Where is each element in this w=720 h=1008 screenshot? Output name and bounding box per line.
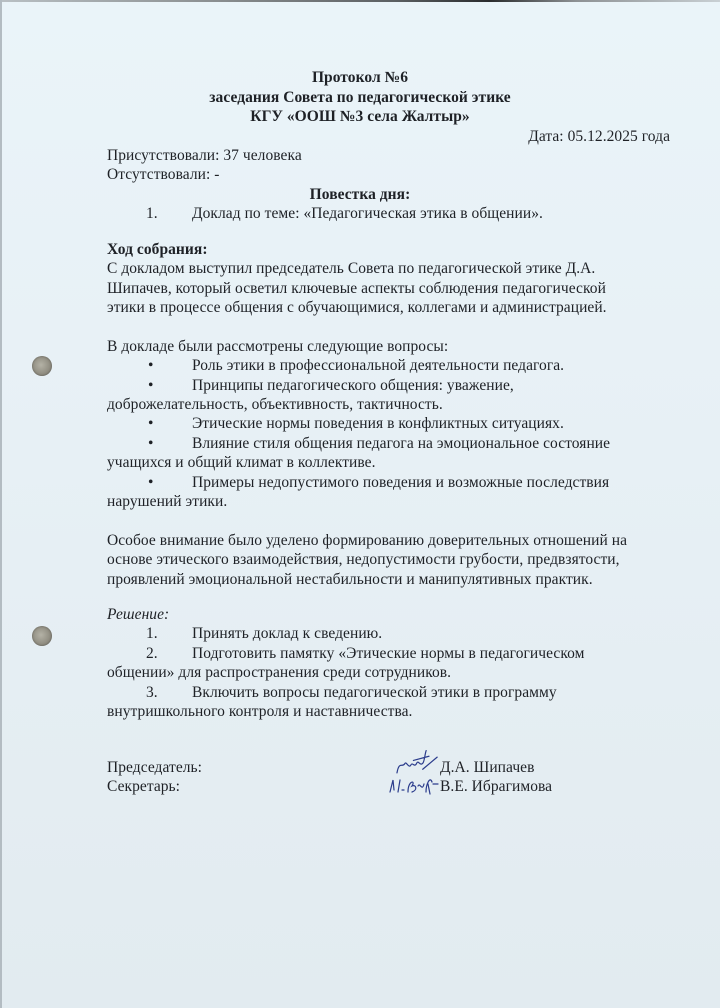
questions-intro: В докладе были рассмотрены следующие вопросы:: [107, 338, 449, 355]
bullet-icon: •: [148, 474, 154, 491]
proceedings-paragraph: С докладом выступил председатель Совета по педагогической этике Д.А.: [107, 260, 596, 277]
decision-item-number: 1.: [146, 625, 158, 642]
secretary-name: В.Е. Ибрагимова: [440, 778, 553, 795]
present-count: Присутствовали: 37 человека: [107, 147, 302, 164]
absent-count: Отсутствовали: -: [107, 166, 220, 183]
emphasis-paragraph: Особое внимание было уделено формированию доверительных отношений на: [107, 532, 628, 549]
decision-heading: Решение:: [107, 606, 170, 623]
question-item-continuation: доброжелательность, объективность, тактичность.: [107, 396, 443, 413]
question-item: Этические нормы поведения в конфликтных ситуациях.: [192, 415, 564, 432]
decision-item-continuation: общении» для распространения среди сотрудников.: [107, 664, 452, 681]
punch-hole: [32, 356, 52, 376]
bullet-icon: •: [148, 415, 154, 432]
punch-hole: [32, 626, 52, 646]
emphasis-paragraph: основе этического взаимодействия, недопустимости грубости, предвзятости,: [107, 551, 620, 568]
decision-item: Включить вопросы педагогической этики в программу: [192, 684, 557, 701]
chairman-name: Д.А. Шипачев: [440, 759, 535, 776]
bullet-icon: •: [148, 435, 154, 452]
document-date: Дата: 05.12.2025 года: [528, 128, 670, 145]
agenda-item-text: Доклад по теме: «Педагогическая этика в общении».: [192, 205, 543, 222]
question-item: Примеры недопустимого поведения и возможные последствия: [192, 474, 610, 491]
question-item: Влияние стиля общения педагога на эмоциональное состояние: [192, 435, 611, 452]
decision-item: Подготовить памятку «Этические нормы в педагогическом: [192, 645, 585, 662]
decision-item-number: 3.: [146, 684, 158, 701]
decision-item: Принять доклад к сведению.: [192, 625, 383, 642]
bullet-icon: •: [148, 357, 154, 374]
proceedings-paragraph: этики в процессе общения с обучающимися, коллегами и администрацией.: [107, 299, 607, 316]
document-subtitle: заседания Совета по педагогической этике: [209, 89, 511, 106]
page-left-edge: [0, 0, 2, 1008]
signature-icon: [386, 772, 440, 798]
decision-item-number: 2.: [146, 645, 158, 662]
agenda-heading: Повестка дня:: [309, 186, 411, 203]
chairman-role: Председатель:: [107, 759, 203, 776]
proceedings-paragraph: Шипачев, который осветил ключевые аспекты соблюдения педагогической: [107, 280, 606, 297]
document-title: Протокол №6: [311, 69, 409, 86]
proceedings-heading: Ход собрания:: [107, 241, 208, 258]
agenda-item-number: 1.: [146, 205, 158, 222]
question-item: Принципы педагогического общения: уважение,: [192, 377, 514, 394]
question-item: Роль этики в профессиональной деятельности педагога.: [192, 357, 565, 374]
secretary-role: Секретарь:: [107, 778, 181, 795]
bullet-icon: •: [148, 377, 154, 394]
secretary-signature: [386, 772, 440, 802]
decision-item-continuation: внутришкольного контроля и наставничества.: [107, 703, 413, 720]
organization-name: КГУ «ООШ №3 села Жалтыр»: [250, 108, 470, 125]
question-item-continuation: учащихся и общий климат в коллективе.: [107, 454, 376, 471]
question-item-continuation: нарушений этики.: [107, 493, 228, 510]
page-top-edge: [0, 0, 720, 2]
emphasis-paragraph: проявлений эмоциональной нестабильности и манипулятивных практик.: [107, 571, 593, 588]
